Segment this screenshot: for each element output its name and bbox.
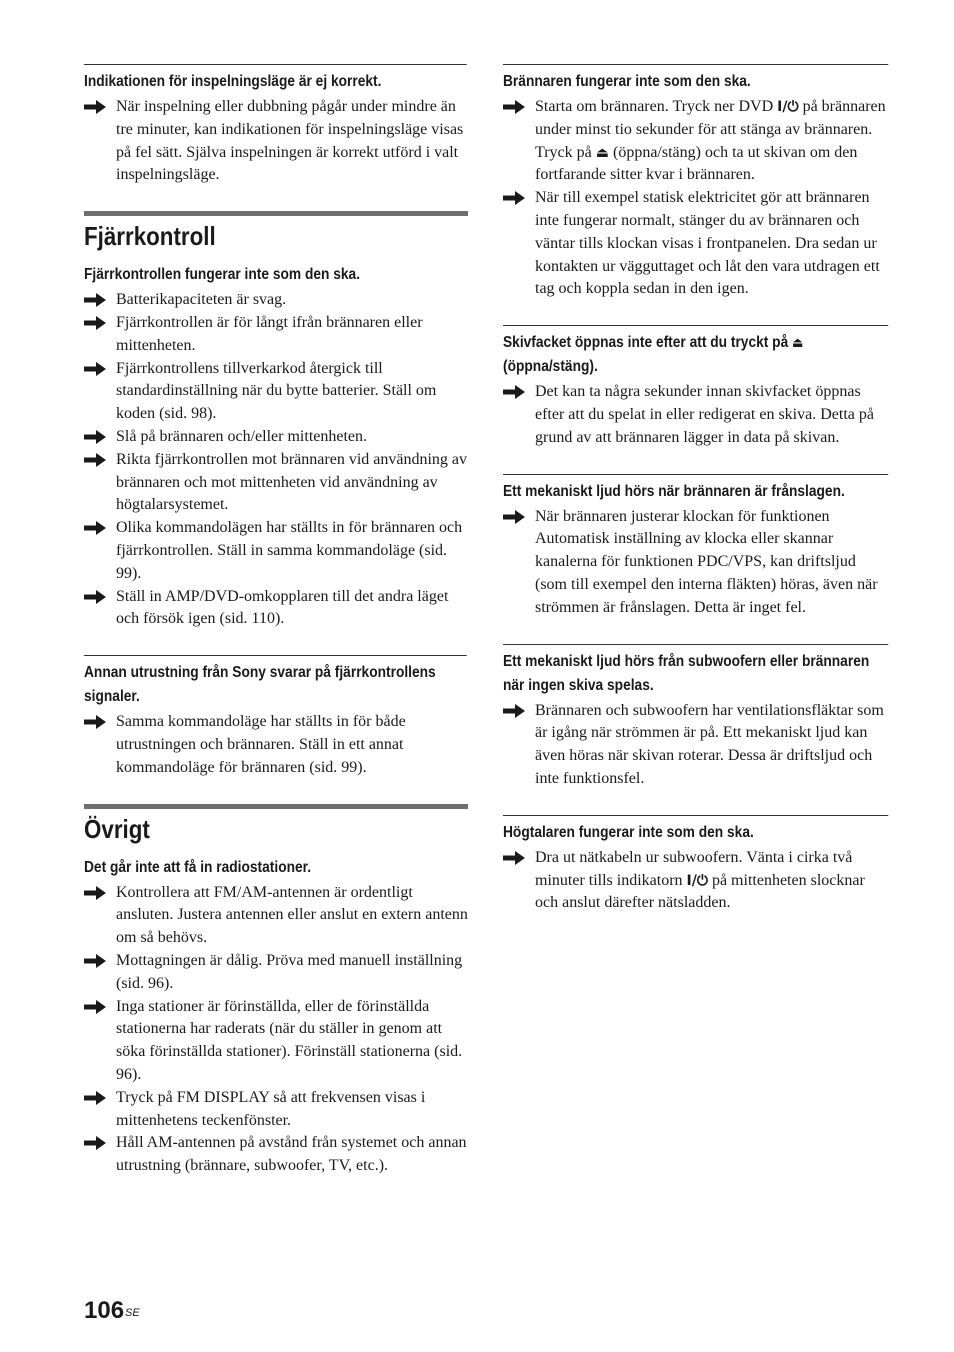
- block-speaker: [503, 815, 889, 915]
- arrow-icon: [503, 191, 525, 205]
- list-item: Inga stationer är förinställda, eller de förinställda stationerna har raderats (när du ställer in genom att söka förinställda stationer). Förinställ stationerna (sid. 96).: [84, 996, 468, 1087]
- list-item: Håll AM-antennen på avstånd från systemet och annan utrustning (brännare, subwoofer, TV, etc.).: [84, 1132, 468, 1178]
- arrow-icon: [84, 1091, 106, 1105]
- arrow-icon: [84, 430, 106, 444]
- item-list: [84, 711, 468, 779]
- arrow-icon: [503, 851, 525, 865]
- eject-icon: ⏏: [595, 144, 609, 161]
- item-list: [503, 847, 889, 915]
- item-list: [503, 381, 889, 449]
- arrow-icon: [84, 1000, 106, 1014]
- block-recorder-not-working: [503, 64, 889, 301]
- block-radio: [84, 856, 468, 1178]
- list-item: Mottagningen är dålig. Pröva med manuell inställning (sid. 96).: [84, 950, 468, 996]
- eject-icon: ⏏: [792, 335, 804, 352]
- block-remote-not-working: [84, 263, 468, 631]
- item-list: [503, 506, 889, 620]
- list-item: Tryck på FM DISPLAY så att frekvensen visas i mittenhetens teckenfönster.: [84, 1087, 468, 1133]
- list-item: När inspelning eller dubbning pågår under mindre än tre minuter, kan indikationen för inspelningsläge visas på fel sätt. Själva inspelningen är korrekt utförd i valt inspelningsläge.: [84, 96, 468, 187]
- list-item: När till exempel statisk elektricitet gör att brännaren inte fungerar normalt, stänger du av brännaren och väntar tills klockan visas i frontpanelen. Dra sedan ur kontakten ur vägguttaget och låt den vara utdragen ett tag och koppla sedan in den igen.: [503, 187, 889, 301]
- arrow-icon: [503, 510, 525, 524]
- subheading: Det går inte att få in radiostationer.: [84, 858, 312, 876]
- arrow-icon: [503, 385, 525, 399]
- item-list: [84, 882, 468, 1178]
- arrow-icon: [84, 590, 106, 604]
- arrow-icon: [503, 100, 525, 114]
- subheading: Fjärrkontrollen fungerar inte som den ska.: [84, 266, 361, 284]
- arrow-icon: [84, 453, 106, 467]
- block-recording-mode: [84, 64, 468, 187]
- page-number: $106^{SE}$: [84, 1297, 140, 1324]
- arrow-icon: [84, 715, 106, 729]
- list-item: Fjärrkontrollens tillverkarkod återgick till standardinställning när du bytte batterier. Ställ om koden (sid. 98).: [84, 358, 468, 426]
- item-list: [84, 289, 468, 631]
- arrow-icon: [84, 316, 106, 330]
- list-item: Rikta fjärrkontrollen mot brännaren vid användning av brännaren och mot mittenheten vid användning av högtalarsystemet.: [84, 449, 468, 517]
- list-item: Brännaren och subwoofern har ventilationsfläktar som är igång när strömmen är på. Ett mekaniskt ljud kan även höras när skivan roterar. Dessa är driftsljud och inte funktionsfel.: [503, 700, 889, 791]
- arrow-icon: [84, 521, 106, 535]
- list-item: Fjärrkontrollen är för långt ifrån brännaren eller mittenheten.: [84, 312, 468, 358]
- block-mechanical-noise-off: [503, 474, 889, 620]
- subheading: Annan utrustning från Sony svarar på fjärrkontrollens signaler.: [84, 655, 467, 709]
- item-list: [503, 700, 889, 791]
- block-sony-equipment: [84, 655, 468, 779]
- arrow-icon: [503, 704, 525, 718]
- arrow-icon: [84, 293, 106, 307]
- section-title: Fjärrkontroll: [84, 221, 216, 252]
- arrow-icon: [84, 886, 106, 900]
- power-icon: I/⏻: [777, 99, 799, 115]
- list-item: Olika kommandolägen har ställts in för brännaren och fjärrkontrollen. Ställ in samma kommandoläge (sid. 99).: [84, 517, 468, 585]
- arrow-icon: [84, 100, 106, 114]
- section-remote: [84, 211, 468, 779]
- arrow-icon: [84, 1136, 106, 1150]
- list-item: Ställ in AMP/DVD-omkopplaren till det andra läget och försök igen (sid. 110).: [84, 586, 468, 632]
- list-item: Starta om brännaren. Tryck ner DVD I/⏻ på brännaren under minst tio sekunder för att stänga av brännaren. Tryck på ⏏ (öppna/stäng) och ta ut skivan om den fortfarande sitter kvar i brännaren.: [503, 96, 889, 187]
- list-item: Batterikapaciteten är svag.: [84, 289, 468, 312]
- list-item: Kontrollera att FM/AM-antennen är ordentligt ansluten. Justera antennen eller anslut en extern antenn om så behövs.: [84, 882, 468, 950]
- arrow-icon: [84, 362, 106, 376]
- subheading: Indikationen för inspelningsläge är ej korrekt.: [84, 64, 467, 94]
- subheading: Skivfacket öppnas inte efter att du tryckt på ⏏ (öppna/stäng).: [503, 325, 888, 379]
- item-list: [503, 96, 889, 301]
- arrow-icon: [84, 954, 106, 968]
- list-item: Samma kommandoläge har ställts in för både utrustningen och brännaren. Ställ in ett annat kommandoläge för brännaren (sid. 99).: [84, 711, 468, 779]
- list-item: Slå på brännaren och/eller mittenheten.: [84, 426, 468, 449]
- block-mechanical-noise-subwoofer: [503, 644, 889, 791]
- list-item: Det kan ta några sekunder innan skivfacket öppnas efter att du spelat in eller redigerat en skiva. Detta på grund av att brännaren lägger in data på skivan.: [503, 381, 889, 449]
- list-item: Dra ut nätkabeln ur subwoofern. Vänta i cirka två minuter tills indikatorn I/⏻ på mittenheten slocknar och anslut därefter nätsladden.: [503, 847, 889, 915]
- left-column: [84, 64, 468, 1202]
- section-title: Övrigt: [84, 813, 150, 844]
- subheading: Ett mekaniskt ljud hörs när brännaren är frånslagen.: [503, 474, 888, 504]
- block-disc-tray: [503, 325, 889, 449]
- subheading: Högtalaren fungerar inte som den ska.: [503, 815, 888, 845]
- item-list: [84, 96, 468, 187]
- subheading: Brännaren fungerar inte som den ska.: [503, 64, 888, 94]
- right-column: [503, 64, 889, 939]
- list-item: När brännaren justerar klockan för funktionen Automatisk inställning av klocka eller skannar kanalerna för funktionen PDC/VPS, kan driftsljud (som till exempel den interna fläkten) höras, även när strömmen är frånslagen. Detta är inget fel.: [503, 506, 889, 620]
- section-other: [84, 804, 468, 1178]
- subheading: Ett mekaniskt ljud hörs från subwoofern eller brännaren när ingen skiva spelas.: [503, 644, 888, 698]
- power-icon: I/⏻: [686, 872, 708, 889]
- page-suffix: SE: [125, 1307, 140, 1319]
